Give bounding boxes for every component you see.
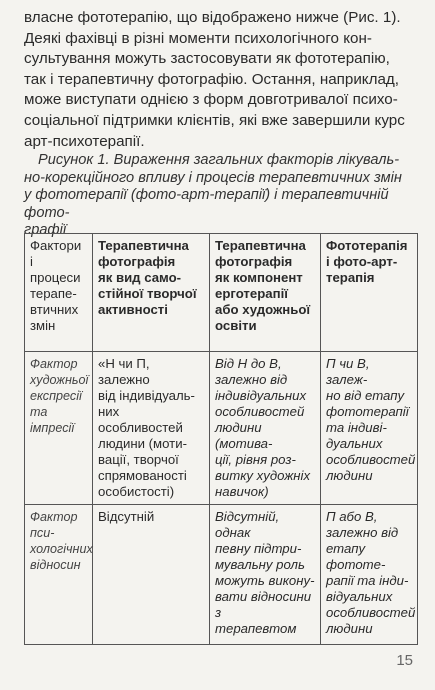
cell-line: і процеси bbox=[30, 254, 81, 285]
cell-line: терапевтом bbox=[215, 621, 297, 636]
caption-line: у фототерапії (фото-арт-терапії) і терапевтичній фото- bbox=[24, 187, 389, 221]
figure-caption bbox=[24, 152, 416, 240]
cell-line: як компонент bbox=[215, 270, 303, 285]
cell-line: відуальних bbox=[326, 589, 393, 604]
cell-line: Фактор пси- bbox=[30, 510, 78, 540]
cell-line: можуть викону- bbox=[215, 573, 315, 588]
cell-line: особливостей bbox=[326, 452, 416, 467]
cell-line: людини (мотива- bbox=[215, 420, 273, 451]
cell-line: та індиві- bbox=[326, 420, 387, 435]
table-header-row bbox=[25, 234, 418, 352]
header-cell-therapeutic-photo-creative bbox=[93, 234, 210, 352]
cell-line: мувальну роль bbox=[215, 557, 305, 572]
cell-line: вати відносини з bbox=[215, 589, 312, 620]
cell-line: них особливостей bbox=[98, 404, 183, 435]
body-line: може виступати однією з форм довготривалої психо- bbox=[24, 91, 398, 109]
cell-line: від індивідуаль- bbox=[98, 388, 195, 403]
table-row bbox=[25, 352, 418, 505]
cell-line: індивідуальних bbox=[215, 388, 307, 403]
cell-line: експресії bbox=[30, 389, 82, 403]
cell-line: як вид само- bbox=[98, 270, 182, 285]
cell-line: П або В, bbox=[326, 509, 378, 524]
cell-line: терапія bbox=[326, 270, 375, 285]
cell-line: відносин bbox=[30, 558, 81, 572]
body-line: соціальної підтримки клієнтів, які вже завершили курс bbox=[24, 111, 405, 129]
cell-line: хологічних bbox=[30, 542, 93, 556]
header-cell-factors bbox=[25, 234, 93, 352]
cell-line: етапу фототе- bbox=[326, 541, 386, 572]
cell-line: і фото-арт- bbox=[326, 254, 398, 269]
caption-line: но-корекційного впливу і процесів терапевтичних змін bbox=[24, 169, 402, 186]
factors-table bbox=[24, 233, 418, 645]
cell-line: певну підтри- bbox=[215, 541, 302, 556]
body-line: так і терапевтичну фотографію. Остання, наприклад, bbox=[24, 70, 400, 88]
table-cell bbox=[210, 505, 321, 645]
cell-line: залежно від bbox=[326, 525, 399, 540]
cell-line: освіти bbox=[215, 318, 257, 333]
cell-line: Фактори bbox=[30, 238, 82, 253]
table-cell bbox=[93, 352, 210, 505]
cell-line: рапії та інди- bbox=[326, 573, 409, 588]
cell-line: терапе- bbox=[30, 286, 77, 301]
table-cell bbox=[321, 505, 418, 645]
table-cell bbox=[321, 352, 418, 505]
cell-line: спрямованості bbox=[98, 468, 187, 483]
cell-line: художньої bbox=[30, 373, 89, 387]
cell-line: змін bbox=[30, 318, 56, 333]
cell-line: фотографія bbox=[98, 254, 176, 269]
cell-line: вації, творчої bbox=[98, 452, 179, 467]
cell-line: особливостей bbox=[215, 404, 305, 419]
cell-line: навичок) bbox=[215, 484, 269, 499]
cell-line: особистості) bbox=[98, 484, 175, 499]
body-line: Деякі фахівці в різні моменти психологічного кон- bbox=[24, 29, 372, 47]
body-line: сультування можуть застосовувати як фототерапію, bbox=[24, 50, 390, 68]
body-paragraph bbox=[24, 8, 416, 152]
cell-line: витку художніх bbox=[215, 468, 311, 483]
cell-line: або художньої bbox=[215, 302, 311, 317]
cell-line: ції, рівня роз- bbox=[215, 452, 296, 467]
cell-line: дуальних bbox=[326, 436, 383, 451]
row-label-relations bbox=[25, 505, 93, 645]
cell-line: особливостей bbox=[326, 605, 416, 620]
cell-line: фотографія bbox=[215, 254, 293, 269]
cell-line: «Н чи П, залежно bbox=[98, 356, 150, 387]
cell-line: ерготерапії bbox=[215, 286, 288, 301]
cell-line: стійної творчої bbox=[98, 286, 197, 301]
cell-line: но від етапу bbox=[326, 388, 405, 403]
cell-line: залежно від bbox=[215, 372, 288, 387]
caption-line: Рисунок 1. Вираження загальних факторів лікуваль- bbox=[38, 152, 400, 168]
cell-line: втичних bbox=[30, 302, 79, 317]
cell-line: П чи В, залеж- bbox=[326, 356, 370, 387]
cell-line: людини bbox=[326, 621, 373, 636]
table-cell bbox=[210, 352, 321, 505]
cell-line: Терапевтична bbox=[98, 238, 189, 253]
header-cell-phototherapy bbox=[321, 234, 418, 352]
cell-line: Терапевтична bbox=[215, 238, 306, 253]
cell-line: активності bbox=[98, 302, 168, 317]
row-label-expression bbox=[25, 352, 93, 505]
cell-line: людини bbox=[326, 468, 373, 483]
cell-line: Відсутній, однак bbox=[215, 509, 280, 540]
cell-line: Фототерапія bbox=[326, 238, 408, 253]
cell-line: Фактор bbox=[30, 357, 78, 371]
table-row bbox=[25, 505, 418, 645]
cell-line: та імпресії bbox=[30, 405, 75, 435]
header-cell-therapeutic-photo-ergo bbox=[210, 234, 321, 352]
caption-line: графії bbox=[24, 222, 67, 239]
cell-line: людини (моти- bbox=[98, 436, 187, 451]
body-line: арт-психотерапії. bbox=[24, 132, 145, 150]
cell-line: Відсутній bbox=[98, 509, 155, 524]
cell-line: Від Н до В, bbox=[215, 356, 282, 371]
page-number: 15 bbox=[396, 652, 413, 669]
body-line: власне фототерапію, що відображено нижче (Рис. 1). bbox=[24, 9, 401, 26]
table-cell bbox=[93, 505, 210, 645]
cell-line: фототерапії bbox=[326, 404, 409, 419]
